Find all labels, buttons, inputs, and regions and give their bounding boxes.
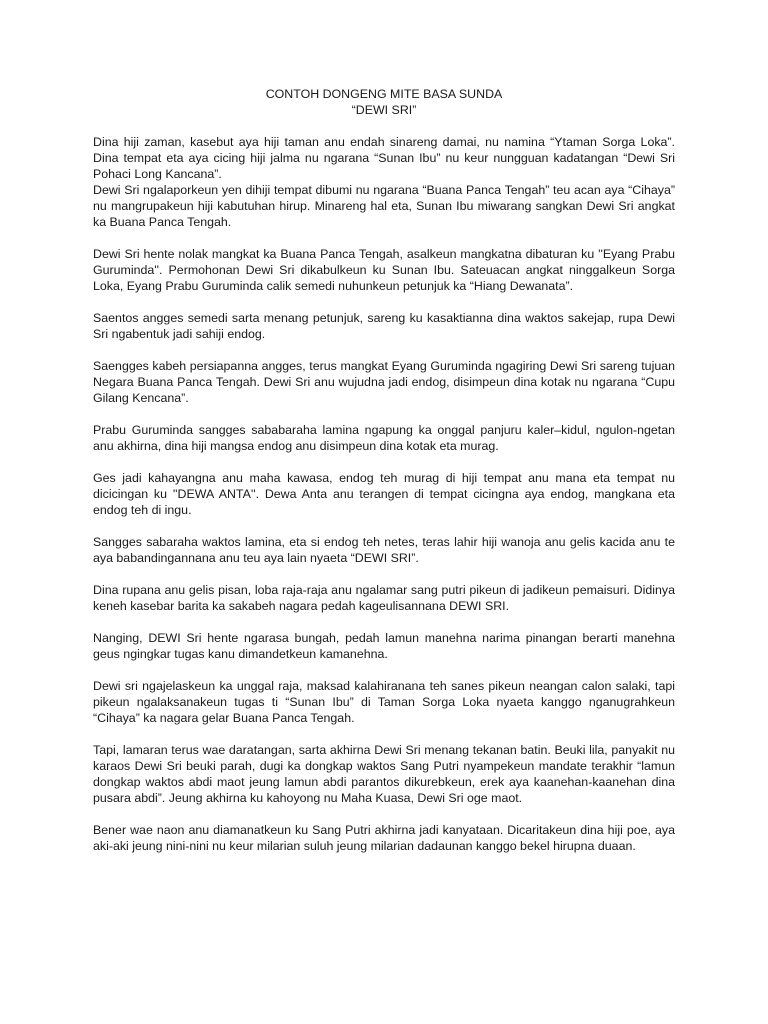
paragraph-8 <box>93 582 675 614</box>
paragraph-12 <box>93 822 675 854</box>
paragraph-7 <box>93 534 675 566</box>
paragraph-1 <box>93 134 675 230</box>
paragraph-line: Saentos angges semedi sarta menang petunjuk, sareng ku kasaktianna dina waktos sakejap, rupa Dewi Sri ngabentuk jadi sahiji endog. <box>93 311 675 341</box>
title-block <box>93 86 675 118</box>
paragraph-line: Dina hiji zaman, kasebut aya hiji taman anu endah sinareng damai, nu namina “Ytaman Sorga Loka”. Dina tempat eta aya cicing hiji jalma nu ngarana “Sunan Ibu” nu keur nungguan kadatangan “Dewi Sri Pohaci Long Kancana”. <box>93 135 675 181</box>
paragraph-line: Prabu Guruminda sangges sababaraha lamina ngapung ka onggal panjuru kaler–kidul, ngulon-ngetan anu akhirna, dina hiji mangsa endog anu disimpeun dina kotak eta murag. <box>93 423 675 453</box>
paragraph-line: Bener wae naon anu diamanatkeun ku Sang Putri akhirna jadi kanyataan. Dicaritakeun dina hiji poe, aya aki-aki jeung nini-nini nu keur milarian suluh jeung milarian dadaunan kanggo bekel hirupna duaan. <box>93 823 675 853</box>
paragraph-11 <box>93 742 675 806</box>
paragraph-line: Dewi Sri ngalaporkeun yen dihiji tempat dibumi nu ngarana “Buana Panca Tengah” teu acan aya “Cihaya” nu mangrupakeun hiji kabutuhan hirup. Minareng hal eta, Sunan Ibu miwarang sangkan Dewi Sri angkat ka Buana Panca Tengah. <box>93 183 675 229</box>
paragraph-4 <box>93 358 675 406</box>
paragraph-line: Dina rupana anu gelis pisan, loba raja-raja anu ngalamar sang putri pikeun di jadikeun pemaisuri. Didinya keneh kasebar barita ka sakabeh nagara pedah kageulisannana DEWI SRI. <box>93 583 675 613</box>
document-subtitle: “DEWI SRI” <box>351 103 417 117</box>
paragraph-line: Saengges kabeh persiapanna angges, terus mangkat Eyang Guruminda ngagiring Dewi Sri sareng tujuan Negara Buana Panca Tengah. Dewi Sri anu wujudna jadi endog, disimpeun dina kotak nu ngarana “Cupu Gilang Kencana”. <box>93 359 675 405</box>
paragraph-10 <box>93 678 675 726</box>
paragraph-2 <box>93 246 675 294</box>
paragraph-9 <box>93 630 675 662</box>
paragraph-line: Nanging, DEWI Sri hente ngarasa bungah, pedah lamun manehna narima pinangan berarti manehna geus ngingkar tugas kanu dimandetkeun kamanehna. <box>93 631 675 661</box>
document-page <box>93 86 675 870</box>
paragraph-line: Tapi, lamaran terus wae daratangan, sarta akhirna Dewi Sri menang tekanan batin. Beuki lila, panyakit nu karaos Dewi Sri beuki parah, dugi ka dongkap waktos Sang Putri nyampekeun mandate terakhir “lamun dongkap waktos abdi maot jeung lamun abdi parantos dikurebkeun, erek aya kaanehan-kaanehan dina pusara abdi”. Jeung akhirna ku kahoyong nu Maha Kuasa, Dewi Sri oge maot. <box>93 743 675 805</box>
paragraph-line: Dewi sri ngajelaskeun ka unggal raja, maksad kalahiranana teh sanes pikeun neangan calon salaki, tapi pikeun ngalaksanakeun tugas ti “Sunan Ibu” di Taman Sorga Loka nyaeta kanggo nganugrahkeun “Cihaya” ka nagara gelar Buana Panca Tengah. <box>93 679 675 725</box>
paragraph-line: Ges jadi kahayangna anu maha kawasa, endog teh murag di hiji tempat anu mana eta tempat nu dicicingan ku ''DEWA ANTA''. Dewa Anta anu terangen di tempat cicingna aya endog, mangkana eta endog teh di ingu. <box>93 471 675 517</box>
paragraph-5 <box>93 422 675 454</box>
document-body <box>93 134 675 854</box>
paragraph-line: Sangges sabaraha waktos lamina, eta si endog teh netes, teras lahir hiji wanoja anu gelis kacida anu te aya babandingannana anu teu aya lain nyaeta “DEWI SRI”. <box>93 535 675 565</box>
paragraph-3 <box>93 310 675 342</box>
document-title: CONTOH DONGENG MITE BASA SUNDA <box>265 87 503 101</box>
paragraph-line: Dewi Sri hente nolak mangkat ka Buana Panca Tengah, asalkeun mangkatna dibaturan ku ''Eyang Prabu Guruminda''. Permohonan Dewi Sri dikabulkeun ku Sunan Ibu. Sateuacan angkat ninggalkeun Sorga Loka, Eyang Prabu Guruminda calik semedi nuhunkeun petunjuk ka “Hiang Dewanata”. <box>93 247 675 293</box>
paragraph-6 <box>93 470 675 518</box>
